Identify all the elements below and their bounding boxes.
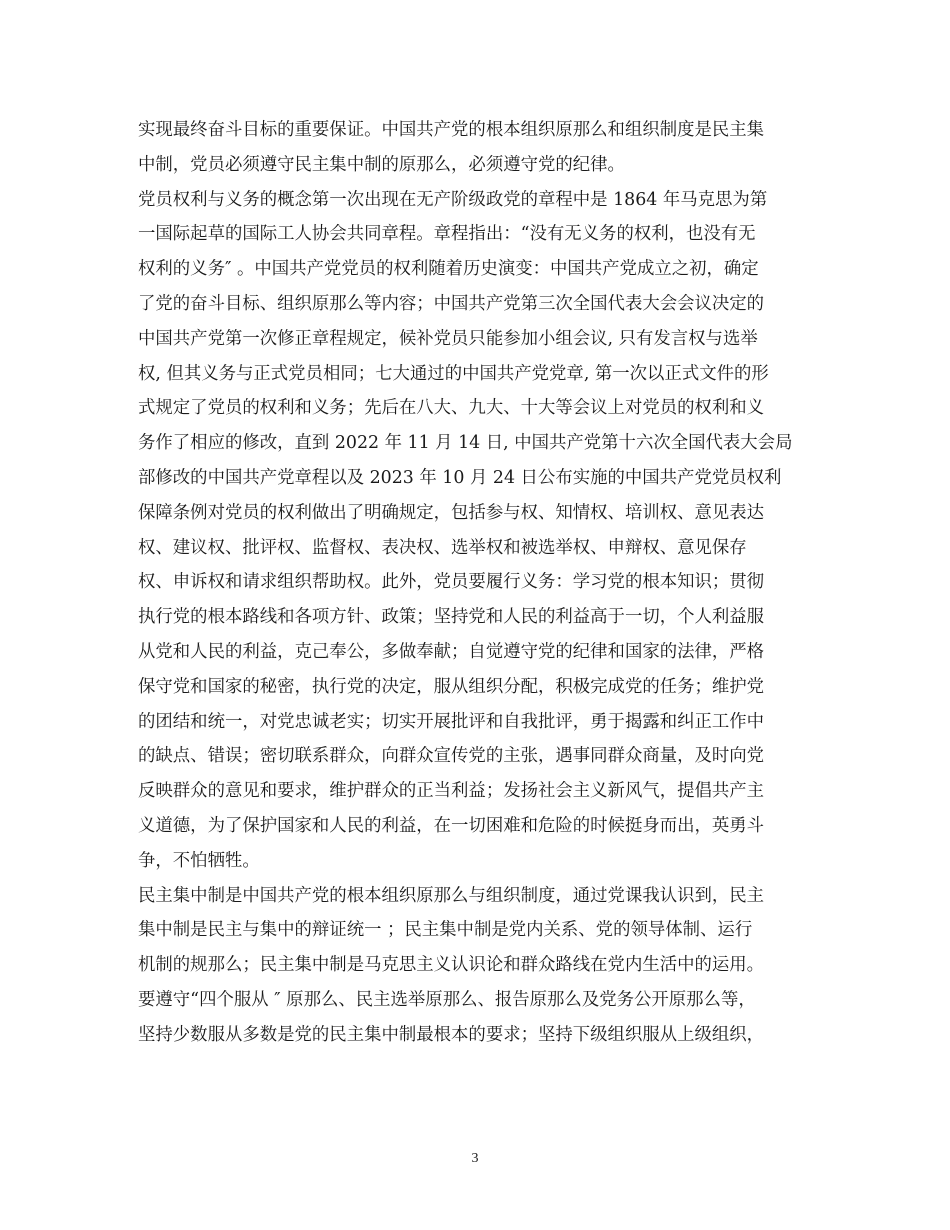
text-line-20: 反映群众的意见和要求，维护群众的正当利益；发扬社会主义新风气，提倡共产主: [138, 781, 765, 802]
text-line-14: 权、申诉权和请求组织帮助权。此外，党员要履行义务：学习党的根本知识；贯彻: [138, 572, 765, 593]
text-line-11: 部修改的中国共产党章程以及 2023 年 10 月 24 日公布实施的中国共产党党员权利: [138, 467, 782, 488]
text-line-27: 坚持少数服从多数是党的民主集中制最根本的要求；坚持下级组织服从上级组织，: [138, 1024, 765, 1045]
text-line-4: 一国际起草的国际工人协会共同章程。章程指出：“没有无义务的权利，也没有无: [138, 224, 756, 245]
text-line-22: 争，不怕牺牲。: [138, 850, 260, 871]
text-line-12: 保障条例对党员的权利做出了明确规定，包括参与权、知情权、培训权、意见表达: [138, 502, 765, 523]
page-number: 3: [471, 1151, 479, 1166]
text-line-19: 的缺点、错误；密切联系群众，向群众宣传党的主张，遇事同群众商量，及时向党: [138, 746, 765, 767]
text-line-25: 机制的规那么；民主集中制是马克思主义认识论和群众路线在党内生活中的运用。: [138, 955, 765, 976]
text-line-18: 的团结和统一，对党忠诚老实；切实开展批评和自我批评，勇于揭露和纠正工作中: [138, 711, 765, 732]
text-line-3: 党员权利与义务的概念第一次出现在无产阶级政党的章程中是 1864 年马克思为第: [138, 189, 768, 210]
text-line-24: 集中制是民主与集中的辩证统一 ；民主集中制是党内关系、党的领导体制、运行: [138, 920, 753, 941]
text-line-16: 从党和人民的利益，克己奉公，多做奉献；自觉遵守党的纪律和国家的法律，严格: [138, 641, 765, 662]
text-line-5: 权利的义务″ 。中国共产党党员的权利随着历史演变：中国共产党成立之初，确定: [138, 259, 759, 280]
text-line-23: 民主集中制是中国共产党的根本组织原那么与组织制度，通过党课我认识到，民主: [138, 885, 765, 906]
document-body: [138, 113, 814, 1053]
text-line-2: 中制，党员必须遵守民主集中制的原那么，必须遵守党的纪律。: [138, 154, 625, 175]
text-line-1: 实现最终奋斗目标的重要保证。中国共产党的根本组织原那么和组织制度是民主集: [138, 120, 765, 140]
text-line-13: 权、建议权、批评权、监督权、表决权、选举权和被选举权、申辩权、意见保存: [138, 537, 747, 558]
text-line-21: 义道德，为了保护国家和人民的利益，在一切困难和危险的时候挺身而出，英勇斗: [138, 815, 765, 836]
text-line-9: 式规定了党员的权利和义务；先后在八大、九大、十大等会议上对党员的权利和义: [138, 398, 765, 419]
text-line-6: 了党的奋斗目标、组织原那么等内容；中国共产党第三次全国代表大会会议决定的: [138, 293, 765, 314]
text-line-17: 保守党和国家的秘密，执行党的决定，服从组织分配，积极完成党的任务；维护党: [138, 676, 765, 697]
text-line-26: 要遵守“四个服从 ″ 原那么、民主选举原那么、报告原那么及党务公开原那么等，: [138, 989, 756, 1010]
text-line-8: 权, 但其义务与正式党员相同；七大通过的中国共产党党章, 第一次以正式文件的形: [138, 363, 769, 384]
text-line-15: 执行党的根本路线和各项方针、政策；坚持党和人民的利益高于一切，个人利益服: [138, 607, 765, 628]
text-line-7: 中国共产党第一次修正章程规定，候补党员只能参加小组会议, 只有发言权与选举: [138, 328, 758, 349]
text-line-10: 务作了相应的修改，直到 2022 年 11 月 14 日, 中国共产党第十六次全国代表大会局: [138, 433, 793, 454]
